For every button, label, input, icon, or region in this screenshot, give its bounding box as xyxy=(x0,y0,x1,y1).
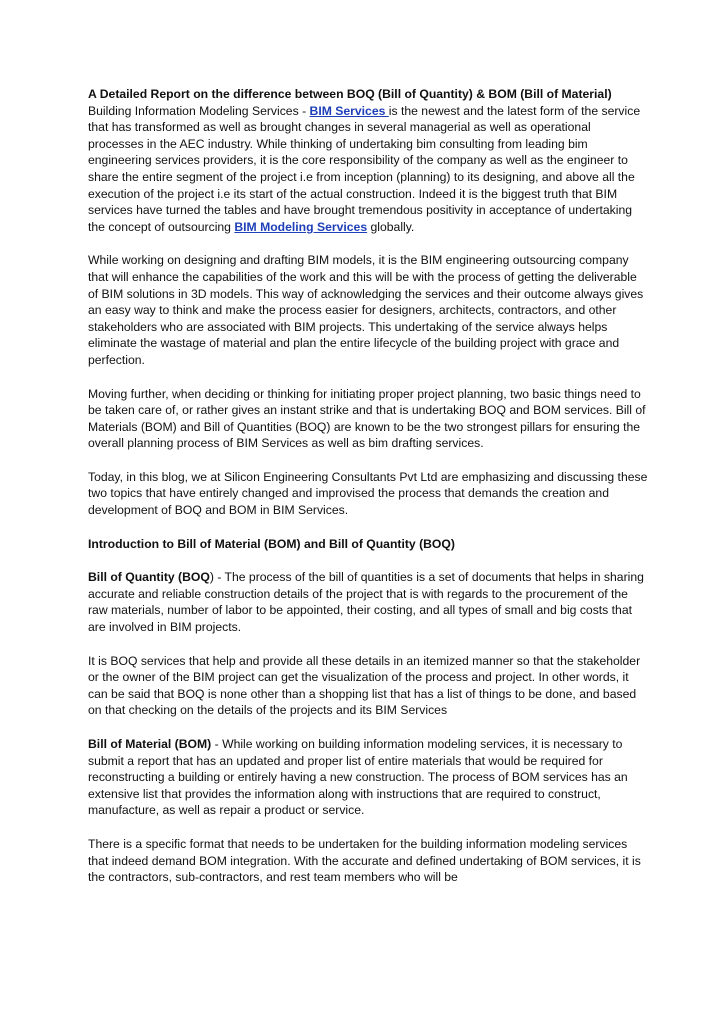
paragraph-today: Today, in this blog, we at Silicon Engineering Consultants Pvt Ltd are emphasizing and discussing these two topics that have entirely changed and improvised the process that demands the creation and development of BOQ and BOM in BIM Services. xyxy=(88,469,648,518)
paragraph-format: There is a specific format that needs to be undertaken for the building information modeling services that indeed demand BOM integration. With the accurate and defined undertaking of BOM services, it is the contractors, sub-contractors, and rest team members who will be xyxy=(88,836,641,885)
bim-modeling-services-link[interactable]: BIM Modeling Services xyxy=(234,219,368,234)
bim-services-link[interactable]: BIM Services xyxy=(309,103,389,118)
intro-heading-text: Introduction to Bill of Material (BOM) and Bill of Quantity (BOQ) xyxy=(88,536,455,551)
boq-term: Bill of Quantity (BOQ xyxy=(88,570,210,585)
document-page xyxy=(88,86,648,903)
paragraph-intro xyxy=(88,103,648,236)
intro-text-a: Building Information Modeling Services - xyxy=(88,103,310,118)
bom-term: Bill of Material (BOM) xyxy=(88,737,212,751)
intro-text-c: globally. xyxy=(367,219,415,234)
boq-term-close: ) xyxy=(209,570,214,585)
paragraph-moving-further: Moving further, when deciding or thinking for initiating proper project planning, two basic things need to be taken care of, or rather gives an instant strike and that is undertaking BOQ and BOM services. Bill of Materials (BOM) and Bill of Quantities (BOQ) are known to be the two strongest pillars for ensuring the overall planning process of BIM Services as well as bim drafting services. xyxy=(88,386,646,451)
section-heading xyxy=(88,536,648,553)
title-text: A Detailed Report on the difference between BOQ (Bill of Quantity) & BOM (Bill of Material) xyxy=(88,87,612,101)
intro-text-b: is the newest and the latest form of the service that has transformed as well as brought changes in several managerial as well as operational processes in the AEC industry. While thinking of undertaking bim consulting from leading bim engineering services providers, it is the core responsibility of the company as well as the engineer to share the entire segment of the project i.e from inception (planning) to its designing, and above all the execution of the project i.e its start of the actual construction. Indeed it is the biggest truth that BIM services have turned the tables and have brought tremendous positivity in acceptance of undertaking the concept of outsourcing xyxy=(88,103,641,234)
boq-text: - The process of the bill of quantities is a set of documents that helps in sharing accurate and reliable construction details of the project that is with regards to the procurement of the raw materials, number of labor to be appointed, their costing, and all types of small and big costs that are involved in BIM projects. xyxy=(88,570,644,635)
document-title xyxy=(88,86,648,103)
bom-text: - While working on building information modeling services, it is necessary to submit a report that has an updated and proper list of entire materials that would be required for reconstructing a building or entirely having a new construction. The process of BOM services has an extensive list that provides the information along with instructions that are required to construct, manufacture, as well as repair a product or service. xyxy=(88,737,628,818)
paragraph-bom xyxy=(88,736,648,819)
paragraph-boq-services: It is BOQ services that help and provide all these details in an itemized manner so that the stakeholder or the owner of the BIM project can get the visualization of the process and project. In other words, it can be said that BOQ is none other than a shopping list that has a list of things to be done, and based on that checking on the details of the projects and its BIM Services xyxy=(88,653,641,718)
paragraph-designing: While working on designing and drafting BIM models, it is the BIM engineering outsourcing company that will enhance the capabilities of the work and this will be with the process of getting the deliverable of BIM solutions in 3D models. This way of acknowledging the services and their outcome always gives an easy way to think and make the process easier for designers, architects, contractors, and other stakeholders who are associated with BIM projects. This undertaking of the service always helps eliminate the wastage of material and plan the entire lifecycle of the building project with grace and perfection. xyxy=(88,253,644,367)
paragraph-boq xyxy=(88,569,648,635)
